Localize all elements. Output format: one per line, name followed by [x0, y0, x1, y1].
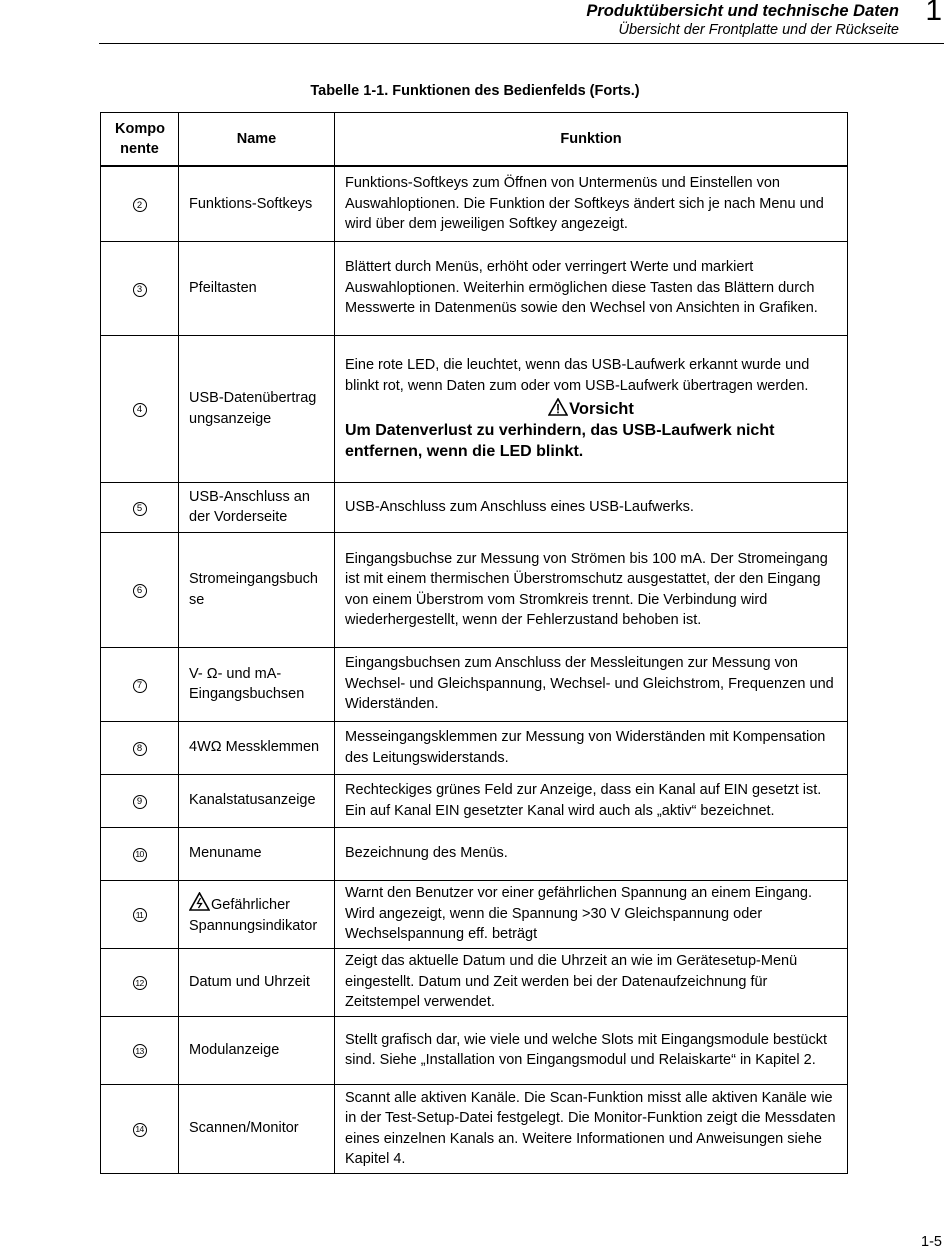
table-row — [101, 166, 848, 241]
column-header-component: Kompo nente — [101, 113, 179, 167]
name-cell: Datum und Uhrzeit — [179, 948, 335, 1016]
component-number: 11 — [133, 908, 147, 922]
component-cell — [101, 335, 179, 482]
table-row — [101, 774, 848, 827]
name-cell: Stromeingangsbuchse — [179, 532, 335, 647]
table-header-row — [101, 113, 848, 167]
name-cell: Modulanzeige — [179, 1016, 335, 1084]
name-cell: Menuname — [179, 827, 335, 880]
function-cell: Stellt grafisch dar, wie viele und welche Slots mit Eingangsmodule bestückt sind. Siehe „Installation von Eingangsmodul und Relaiskarte“ in Kapitel 2. — [335, 1016, 848, 1084]
name-cell: V- Ω- und mA-Eingangsbuchsen — [179, 647, 335, 721]
component-number: 7 — [133, 679, 147, 693]
function-cell: Bezeichnung des Menüs. — [335, 827, 848, 880]
component-cell — [101, 774, 179, 827]
table-caption: Tabelle 1-1. Funktionen des Bedienfelds (Forts.) — [310, 83, 640, 99]
component-number: 8 — [133, 742, 147, 756]
name-cell: Funktions-Softkeys — [179, 166, 335, 241]
component-number: 4 — [133, 403, 147, 417]
component-cell — [101, 1084, 179, 1173]
name-text: Gefährlicher Spannungsindikator — [189, 897, 318, 934]
function-text: Eine rote LED, die leuchtet, wenn das USB-Laufwerk erkannt wurde und blinkt rot, wenn Daten zum oder vom USB-Laufwerk übertragen werden. — [345, 357, 810, 394]
component-cell — [101, 166, 179, 241]
component-cell — [101, 647, 179, 721]
header-rule — [99, 43, 944, 44]
table-row — [101, 948, 848, 1016]
caution-heading — [345, 398, 837, 420]
caution-title: Vorsicht — [569, 400, 634, 418]
hazard-voltage-icon — [189, 892, 210, 911]
function-cell: Eingangsbuchse zur Messung von Strömen bis 100 mA. Der Stromeingang ist mit einem thermischen Überstromschutz ausgestattet, der den Eingang von einem Überstrom vom Stromkreis trennt. Die Verbindung wird wiederhergestellt, wenn der Fehlerzustand behoben ist. — [335, 532, 848, 647]
column-header-function: Funktion — [335, 113, 848, 167]
component-number: 3 — [133, 283, 147, 297]
table-row — [101, 482, 848, 532]
function-cell: Warnt den Benutzer vor einer gefährlichen Spannung an einem Eingang. Wird angezeigt, wenn die Spannung >30 V Gleichspannung oder Wechselspannung eff. beträgt — [335, 880, 848, 948]
name-cell — [179, 880, 335, 948]
component-cell — [101, 482, 179, 532]
name-cell: USB-Anschluss an der Vorderseite — [179, 482, 335, 532]
component-cell — [101, 241, 179, 335]
table-row — [101, 1084, 848, 1173]
table-row — [101, 335, 848, 482]
component-number: 10 — [133, 848, 147, 862]
name-cell: 4WΩ Messklemmen — [179, 721, 335, 774]
table-row — [101, 721, 848, 774]
component-cell — [101, 721, 179, 774]
function-cell: Funktions-Softkeys zum Öffnen von Untermenüs und Einstellen von Auswahloptionen. Die Funktion der Softkeys ändert sich je nach Menu und wird über dem jeweiligen Softkey angezeigt. — [335, 166, 848, 241]
function-cell: Messeingangsklemmen zur Messung von Widerständen mit Kompensation des Leitungswiderstands. — [335, 721, 848, 774]
function-cell: Zeigt das aktuelle Datum und die Uhrzeit an wie im Gerätesetup-Menü eingestellt. Datum und Zeit werden bei der Datenaufzeichnung für Zeitstempel verwendet. — [335, 948, 848, 1016]
component-cell — [101, 880, 179, 948]
function-cell: Eingangsbuchsen zum Anschluss der Messleitungen zur Messung von Wechsel- und Gleichspannung, Wechsel- und Gleichstrom, Frequenzen und Widerständen. — [335, 647, 848, 721]
table-row — [101, 647, 848, 721]
component-cell — [101, 827, 179, 880]
function-cell: Rechteckiges grünes Feld zur Anzeige, dass ein Kanal auf EIN gesetzt ist. Ein auf Kanal EIN gesetzter Kanal wird auch als „aktiv“ bezeichnet. — [335, 774, 848, 827]
table-row — [101, 1016, 848, 1084]
component-cell — [101, 948, 179, 1016]
functions-table — [100, 112, 848, 1174]
component-number: 5 — [133, 502, 147, 516]
component-number: 13 — [133, 1044, 147, 1058]
function-cell: USB-Anschluss zum Anschluss eines USB-Laufwerks. — [335, 482, 848, 532]
component-number: 6 — [133, 584, 147, 598]
function-cell — [335, 335, 848, 482]
component-number: 12 — [133, 976, 147, 990]
component-number: 2 — [133, 198, 147, 212]
column-header-name: Name — [179, 113, 335, 167]
header-subtitle: Übersicht der Frontplatte und der Rückseite — [618, 22, 899, 38]
warning-icon — [548, 398, 568, 416]
function-cell: Scannt alle aktiven Kanäle. Die Scan-Funktion misst alle aktiven Kanäle wie in der Test-Setup-Datei festgelegt. Die Monitor-Funktion zeigt die Messdaten eines einzelnen Kanals an. Weitere Informationen und Anweisungen siehe Kapitel 4. — [335, 1084, 848, 1173]
component-cell — [101, 1016, 179, 1084]
table-row — [101, 241, 848, 335]
header-title: Produktübersicht und technische Daten — [586, 2, 899, 20]
name-cell: USB-Datenübertragungsanzeige — [179, 335, 335, 482]
name-cell: Kanalstatusanzeige — [179, 774, 335, 827]
chapter-number: 1 — [925, 0, 942, 27]
function-cell: Blättert durch Menüs, erhöht oder verringert Werte und markiert Auswahloptionen. Weiterhin ermöglichen diese Tasten das Blättern durch Messwerte in Datenmenüs sowie den Wechsel von Ansichten in Grafiken. — [335, 241, 848, 335]
table-row — [101, 827, 848, 880]
table-row — [101, 532, 848, 647]
caution-text: Um Datenverlust zu verhindern, das USB-Laufwerk nicht entfernen, wenn die LED blinkt. — [345, 422, 775, 460]
component-cell — [101, 532, 179, 647]
name-cell: Pfeiltasten — [179, 241, 335, 335]
table-row — [101, 880, 848, 948]
component-number: 14 — [133, 1123, 147, 1137]
component-number: 9 — [133, 795, 147, 809]
page-number: 1-5 — [921, 1234, 942, 1250]
name-cell: Scannen/Monitor — [179, 1084, 335, 1173]
